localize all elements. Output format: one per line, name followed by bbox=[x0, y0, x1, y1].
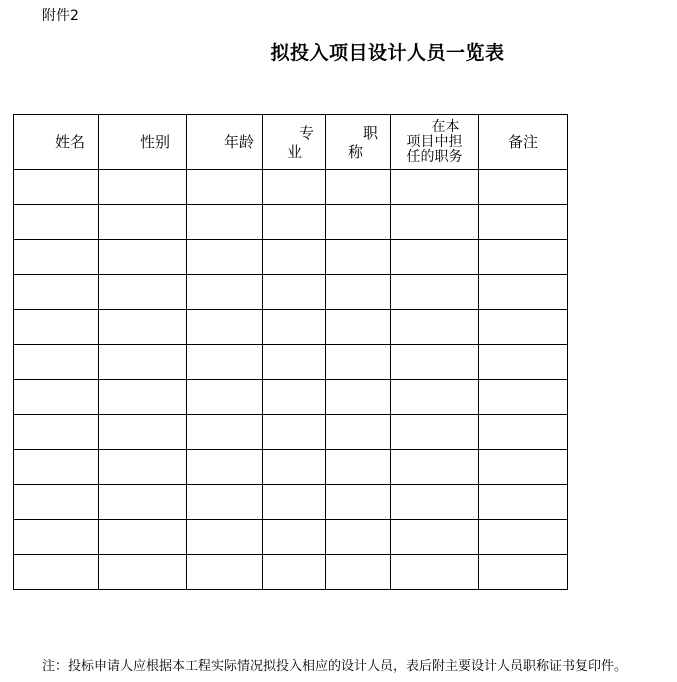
header-duty-line1: 在本 bbox=[431, 118, 460, 135]
cell-project-duty bbox=[391, 485, 479, 520]
cell-name bbox=[14, 275, 99, 310]
table-row bbox=[14, 450, 568, 485]
cell-gender bbox=[99, 240, 187, 275]
cell-job-title bbox=[326, 485, 391, 520]
attachment-label: 附件2 bbox=[42, 8, 79, 24]
cell-major bbox=[263, 485, 326, 520]
cell-project-duty bbox=[391, 555, 479, 590]
cell-gender bbox=[99, 485, 187, 520]
cell-major bbox=[263, 345, 326, 380]
cell-major bbox=[263, 450, 326, 485]
table-row bbox=[14, 345, 568, 380]
header-age: 年龄 bbox=[187, 115, 263, 170]
cell-major bbox=[263, 555, 326, 590]
cell-age bbox=[187, 240, 263, 275]
cell-job-title bbox=[326, 380, 391, 415]
cell-remarks bbox=[479, 415, 568, 450]
cell-age bbox=[187, 450, 263, 485]
header-remarks: 备注 bbox=[479, 115, 568, 170]
table-row bbox=[14, 485, 568, 520]
cell-job-title bbox=[326, 415, 391, 450]
header-duty-line3: 任的职务 bbox=[406, 148, 463, 165]
header-job-title-top: 职 bbox=[363, 124, 379, 142]
cell-job-title bbox=[326, 310, 391, 345]
cell-major bbox=[263, 275, 326, 310]
cell-remarks bbox=[479, 555, 568, 590]
table-row bbox=[14, 240, 568, 275]
header-project-duty bbox=[391, 115, 479, 170]
cell-age bbox=[187, 170, 263, 205]
header-major-top: 专 bbox=[299, 124, 315, 142]
cell-major bbox=[263, 520, 326, 555]
table-row bbox=[14, 205, 568, 240]
cell-name bbox=[14, 555, 99, 590]
cell-job-title bbox=[326, 275, 391, 310]
cell-age bbox=[187, 345, 263, 380]
cell-project-duty bbox=[391, 345, 479, 380]
cell-remarks bbox=[479, 485, 568, 520]
cell-job-title bbox=[326, 170, 391, 205]
cell-name bbox=[14, 485, 99, 520]
cell-name bbox=[14, 380, 99, 415]
table-row bbox=[14, 170, 568, 205]
cell-major bbox=[263, 240, 326, 275]
header-job-title bbox=[326, 115, 391, 170]
cell-remarks bbox=[479, 345, 568, 380]
header-major-bottom: 业 bbox=[287, 143, 303, 161]
cell-job-title bbox=[326, 345, 391, 380]
cell-major bbox=[263, 310, 326, 345]
cell-name bbox=[14, 205, 99, 240]
cell-project-duty bbox=[391, 170, 479, 205]
cell-remarks bbox=[479, 275, 568, 310]
cell-remarks bbox=[479, 205, 568, 240]
cell-gender bbox=[99, 380, 187, 415]
table-row bbox=[14, 275, 568, 310]
cell-age bbox=[187, 555, 263, 590]
header-duty-line2: 项目中担 bbox=[406, 133, 463, 150]
cell-name bbox=[14, 345, 99, 380]
cell-age bbox=[187, 520, 263, 555]
cell-gender bbox=[99, 345, 187, 380]
cell-project-duty bbox=[391, 275, 479, 310]
cell-name bbox=[14, 450, 99, 485]
cell-remarks bbox=[479, 380, 568, 415]
cell-age bbox=[187, 485, 263, 520]
cell-gender bbox=[99, 555, 187, 590]
cell-major bbox=[263, 170, 326, 205]
cell-job-title bbox=[326, 240, 391, 275]
cell-gender bbox=[99, 450, 187, 485]
table-row bbox=[14, 520, 568, 555]
cell-job-title bbox=[326, 450, 391, 485]
staff-table bbox=[13, 114, 568, 590]
document-title: 拟投入项目设计人员一览表 bbox=[270, 42, 505, 64]
cell-project-duty bbox=[391, 415, 479, 450]
header-job-title-bottom: 称 bbox=[348, 143, 364, 161]
cell-project-duty bbox=[391, 240, 479, 275]
cell-project-duty bbox=[391, 380, 479, 415]
table-row bbox=[14, 555, 568, 590]
cell-age bbox=[187, 205, 263, 240]
table-row bbox=[14, 310, 568, 345]
table-body bbox=[14, 170, 568, 590]
cell-project-duty bbox=[391, 205, 479, 240]
cell-gender bbox=[99, 170, 187, 205]
header-name: 姓名 bbox=[14, 115, 99, 170]
cell-age bbox=[187, 415, 263, 450]
cell-major bbox=[263, 205, 326, 240]
cell-remarks bbox=[479, 170, 568, 205]
cell-remarks bbox=[479, 240, 568, 275]
cell-name bbox=[14, 520, 99, 555]
header-row bbox=[14, 115, 568, 170]
cell-age bbox=[187, 275, 263, 310]
cell-major bbox=[263, 380, 326, 415]
cell-project-duty bbox=[391, 310, 479, 345]
cell-name bbox=[14, 310, 99, 345]
footnote: 注：投标申请人应根据本工程实际情况拟投入相应的设计人员，表后附主要设计人员职称证书复印件。 bbox=[42, 659, 628, 674]
cell-major bbox=[263, 415, 326, 450]
cell-gender bbox=[99, 310, 187, 345]
cell-name bbox=[14, 170, 99, 205]
cell-job-title bbox=[326, 555, 391, 590]
cell-project-duty bbox=[391, 520, 479, 555]
cell-age bbox=[187, 310, 263, 345]
table-row bbox=[14, 415, 568, 450]
cell-age bbox=[187, 380, 263, 415]
cell-gender bbox=[99, 275, 187, 310]
cell-gender bbox=[99, 415, 187, 450]
cell-project-duty bbox=[391, 450, 479, 485]
cell-gender bbox=[99, 205, 187, 240]
cell-job-title bbox=[326, 520, 391, 555]
cell-name bbox=[14, 240, 99, 275]
cell-job-title bbox=[326, 205, 391, 240]
cell-remarks bbox=[479, 450, 568, 485]
table-row bbox=[14, 380, 568, 415]
cell-name bbox=[14, 415, 99, 450]
cell-remarks bbox=[479, 520, 568, 555]
cell-gender bbox=[99, 520, 187, 555]
header-major bbox=[263, 115, 326, 170]
header-gender: 性别 bbox=[99, 115, 187, 170]
cell-remarks bbox=[479, 310, 568, 345]
